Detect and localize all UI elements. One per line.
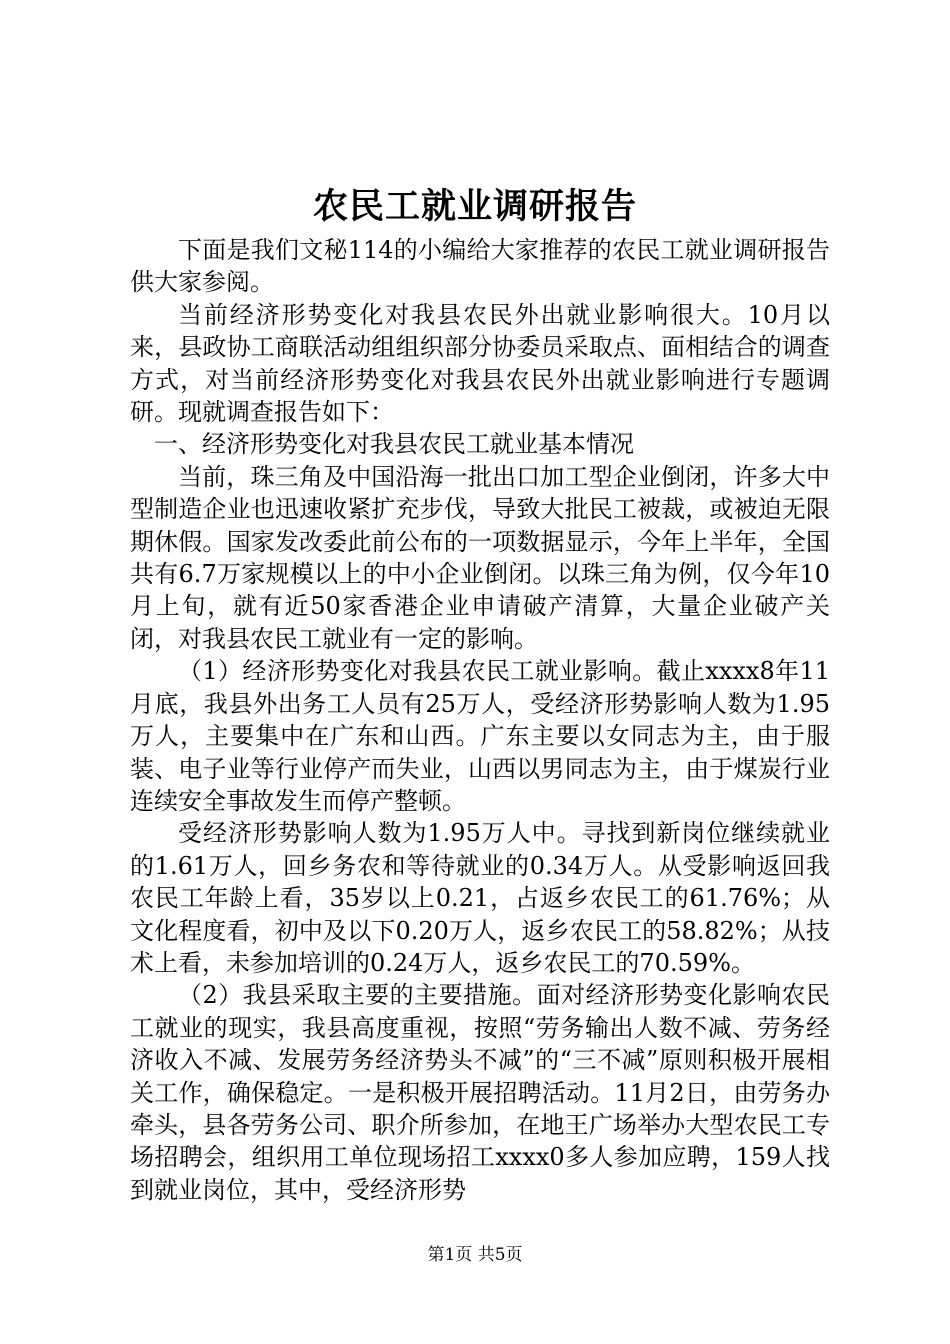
statistics-paragraph: 受经济形势影响人数为1.95万人中。寻找到新岗位继续就业的1.61万人，回乡务农和等待就业的0.34万人。从受影响返回我农民工年龄上看，35岁以上0.21，占返乡农民工的61.76%；从文化程度看，初中及以下0.20万人，返乡农民工的58.82%；从技术上看，未参加培训的0.24万人，返乡农民工的70.59%。 — [130, 819, 830, 977]
document-title: 农民工就业调研报告 — [312, 186, 637, 227]
intro-paragraph: 下面是我们文秘114的小编给大家推荐的农民工就业调研报告供大家参阅。 — [130, 236, 830, 297]
measures-paragraph: （2）我县采取主要的主要措施。面对经济形势变化影响农民工就业的现实，我县高度重视，按照“劳务输出人数不减、劳务经济收入不减、发展劳务经济势头不减”的“三不减”原则积极开展相关工作，确保稳定。一是积极开展招聘活动。11月2日，由劳务办牵头，县各劳务公司、职介所参加，在地王广场举办大型农民工专场招聘会，组织用工单位现场招工xxxx0多人参加应聘，159人找到就业岗位，其中，受经济形势 — [130, 981, 830, 1204]
situation-paragraph: 当前，珠三角及中国沿海一批出口加工型企业倒闭，许多大中型制造企业也迅速收紧扩充步伐，导致大批民工被裁，或被迫无限期休假。国家发改委此前公布的一项数据显示，今年上半年，全国共有6.7万家规模以上的中小企业倒闭。以珠三角为例，仅今年10月上旬，就有近50家香港企业申请破产清算，大量企业破产关闭，对我县农民工就业有一定的影响。 — [130, 462, 830, 653]
page-footer: 第1页 共5页 — [427, 1245, 523, 1265]
document-body — [130, 234, 830, 1206]
background-paragraph: 当前经济形势变化对我县农民外出就业影响很大。10月以来，县政协工商联活动组组织部分协委员采取点、面相结合的调查方式，对当前经济形势变化对我县农民外出就业影响进行专题调研。现就调查报告如下： — [130, 300, 830, 427]
section-heading-1: 一、经济形势变化对我县农民工就业基本情况 — [154, 430, 634, 459]
impact-paragraph: （1）经济形势变化对我县农民工就业影响。截止xxxx8年11月底，我县外出务工人员有25万人，受经济形势影响人数为1.95万人，主要集中在广东和山西。广东主要以女同志为主，由于服装、电子业等行业停产而失业，山西以男同志为主，由于煤炭行业连续安全事故发生而停产整顿。 — [130, 657, 830, 815]
